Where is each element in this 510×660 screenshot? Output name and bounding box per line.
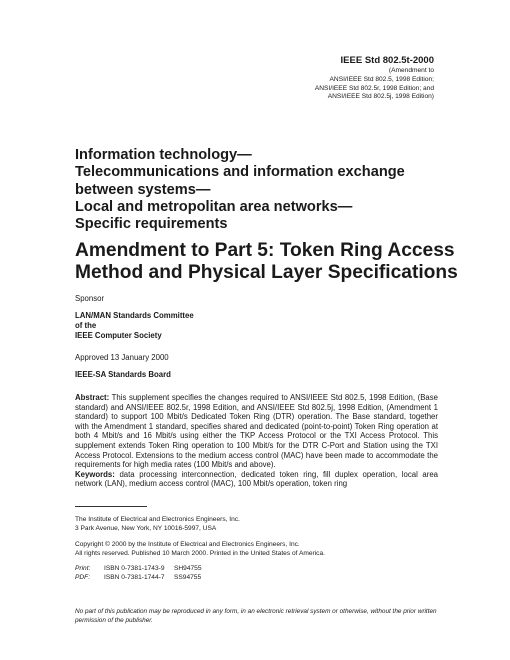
copyright-line: Copyright © 2000 by the Institute of Electrical and Electronics Engineers, Inc.	[75, 541, 300, 548]
isbn-format-label: PDF:	[75, 573, 91, 581]
isbn-row-pdf	[75, 574, 202, 583]
amendment-note-line: ANSI/IEEE Std 802.5r, 1998 Edition; and	[314, 84, 434, 92]
sponsor-line: IEEE Computer Society	[75, 331, 162, 340]
publisher-block	[75, 516, 240, 533]
title-line: Information technology—	[75, 147, 252, 163]
isbn-number: ISBN 0-7381-1744-7	[104, 573, 165, 581]
copyright-block	[75, 541, 325, 558]
isbn-code: SH94755	[174, 565, 202, 572]
standard-designation-block	[315, 55, 434, 102]
isbn-number: ISBN 0-7381-1743-9	[104, 565, 165, 572]
publisher-address: 3 Park Avenue, New York, NY 10016-5997, USA	[75, 524, 217, 532]
sponsor-line: LAN/MAN Standards Committee	[75, 311, 194, 320]
approval-board: IEEE-SA Standards Board	[75, 370, 171, 379]
amendment-note-line: ANSI/IEEE Std 802.5j, 1998 Edition)	[327, 93, 434, 101]
title-line: Specific requirements	[75, 216, 228, 233]
isbn-block	[75, 565, 202, 582]
sponsor-label: Sponsor	[75, 294, 105, 303]
document-title	[75, 147, 475, 233]
rights-line: All rights reserved. Published 10 March 2000. Printed in the United States of America.	[75, 549, 325, 557]
amendment-note-line: ANSI/IEEE Std 802.5, 1998 Edition;	[329, 75, 434, 83]
amendment-note-line: (Amendment to	[388, 67, 434, 74]
approval-date: Approved 13 January 2000	[75, 353, 169, 362]
standard-designation: IEEE Std 802.5t-2000	[340, 55, 434, 66]
isbn-code: SS94755	[174, 573, 202, 581]
footnote-divider	[75, 506, 147, 507]
abstract-block	[75, 393, 438, 489]
publisher-name: The Institute of Electrical and Electronics Engineers, Inc.	[75, 516, 240, 523]
sponsor-line: of the	[75, 321, 97, 330]
amendment-title-line: Amendment to Part 5: Token Ring Access	[75, 240, 455, 261]
abstract-label: Abstract:	[75, 393, 110, 402]
sponsor-committee	[75, 311, 194, 341]
amendment-title	[75, 240, 495, 284]
title-line: Local and metropolitan area networks—	[75, 198, 353, 215]
title-line: between systems—	[75, 181, 211, 198]
reproduction-notice: No part of this publication may be reproduced in any form, in an electronic retrieval system or otherwise, without the prior written permission of the publisher.	[75, 608, 437, 624]
keywords-label: Keywords:	[75, 469, 115, 479]
amendment-title-line: Method and Physical Layer Specifications	[75, 262, 458, 283]
isbn-format-label: Print:	[75, 565, 91, 572]
abstract-text: This supplement specifies the changes required to ANSI/IEEE Std 802.5, 1998 Edition, (Base standard) and ANSI/IEEE 802.5r, 1998 Edition, and ANSI/IEEE Std 802.5j, 1998 Edition, (Amendment 1 standard) to support 100 Mbit/s Dedicated Token Ring (DTR) operation. The Base standard, together with the Amendment 1 standard, specifies shared and dedicated (point-to-point) Token Ring operation at both 4 Mbit/s and 16 Mbit/s using either the TKP Access Protocol or the TXI Access Protocol. This supplement extends Token Ring operation to 100 Mbit/s for the DTR C-Port and Station using the TXI Access Protocol. Extensions to the medium access control (MAC) have been made to accommodate the requirements for high media rates (100 Mbit/s and above).	[75, 393, 438, 470]
keywords-text: data processing interconnection, dedicated token ring, fill duplex operation, local area network (LAN), medium access control (MAC), 100 Mbit/s operation, token ring	[75, 469, 438, 489]
isbn-row-print	[75, 565, 202, 574]
title-line: Telecommunications and information exchange	[75, 164, 405, 181]
